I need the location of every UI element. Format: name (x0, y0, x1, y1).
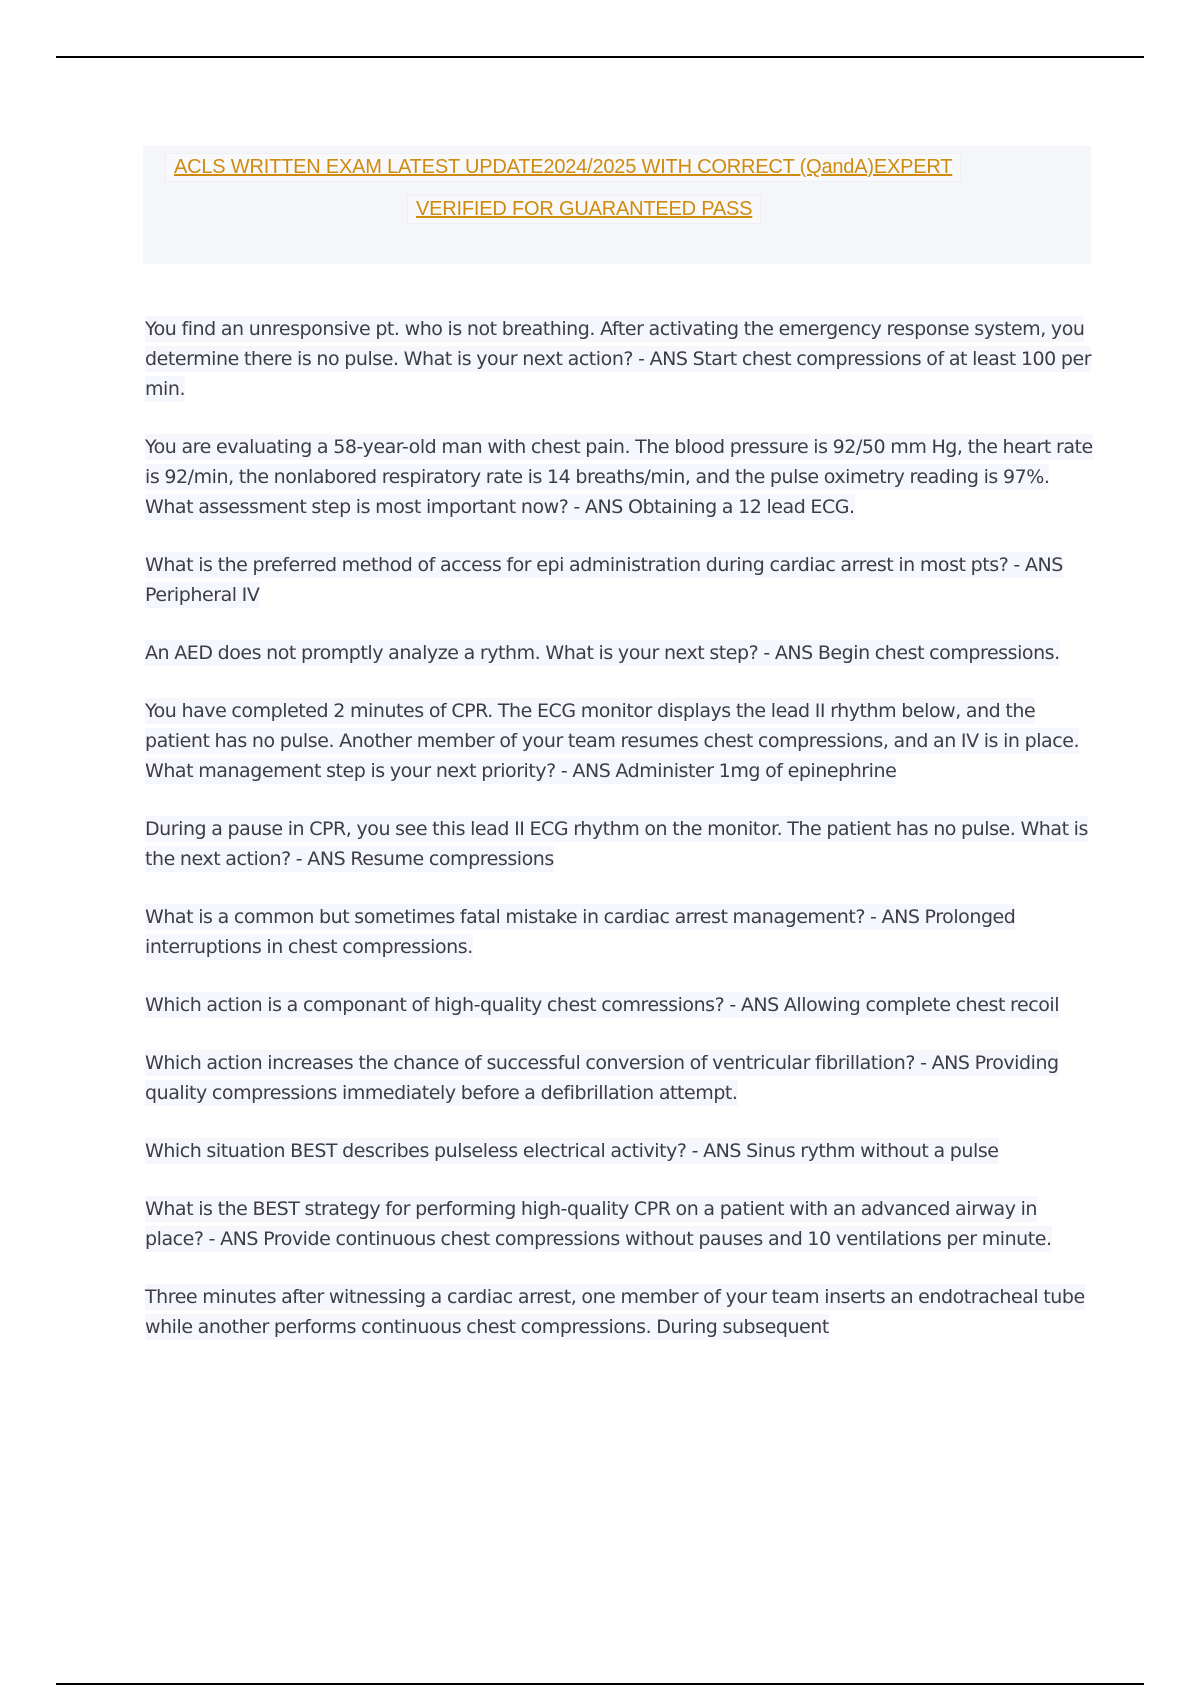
qa-item (145, 1194, 1095, 1254)
qa-item (145, 696, 1095, 786)
qa-item (145, 1136, 1095, 1166)
qa-item (145, 814, 1095, 874)
qa-text: Three minutes after witnessing a cardiac arrest, one member of your team inserts an endotracheal tube while another performs continuous chest compressions. During subsequent (145, 1286, 1085, 1338)
qa-item (145, 314, 1095, 404)
top-rule (56, 56, 1144, 58)
qa-item (145, 432, 1095, 522)
qa-item (145, 550, 1095, 610)
qa-item (145, 1282, 1095, 1342)
qa-item (145, 638, 1095, 668)
qa-item (145, 990, 1095, 1020)
qa-text: What is the preferred method of access for epi administration during cardiac arrest in most pts? - ANS Peripheral IV (145, 554, 1063, 606)
qa-text: Which situation BEST describes pulseless electrical activity? - ANS Sinus rythm without a pulse (145, 1140, 999, 1162)
qa-list (145, 314, 1095, 1370)
title-line-2[interactable]: VERIFIED FOR GUARANTEED PASS (407, 195, 761, 224)
qa-text: Which action increases the chance of successful conversion of ventricular fibrillation? - ANS Providing quality compressions immediately before a defibrillation attempt. (145, 1052, 1059, 1104)
bottom-rule (56, 1683, 1144, 1685)
qa-text: During a pause in CPR, you see this lead II ECG rhythm on the monitor. The patient has no pulse. What is the next action? - ANS Resume compressions (145, 818, 1088, 870)
qa-text: Which action is a componant of high-quality chest comressions? - ANS Allowing complete chest recoil (145, 994, 1060, 1016)
qa-text: What is a common but sometimes fatal mistake in cardiac arrest management? - ANS Prolonged interruptions in chest compressions. (145, 906, 1016, 958)
qa-item (145, 1048, 1095, 1108)
qa-item (145, 902, 1095, 962)
qa-text: An AED does not promptly analyze a rythm. What is your next step? - ANS Begin chest compressions. (145, 642, 1060, 664)
qa-text: You find an unresponsive pt. who is not breathing. After activating the emergency response system, you determine there is no pulse. What is your next action? - ANS Start chest compressions of at least 100 per min. (145, 318, 1092, 400)
qa-text: You have completed 2 minutes of CPR. The ECG monitor displays the lead II rhythm below, and the patient has no pulse. Another member of your team resumes chest compressions, and an IV is in place. What management step is your next priority? - ANS Administer 1mg of epinephrine (145, 700, 1080, 782)
qa-text: What is the BEST strategy for performing high-quality CPR on a patient with an advanced airway in place? - ANS Provide continuous chest compressions without pauses and 10 ventilations per minute. (145, 1198, 1052, 1250)
title-line-1[interactable]: ACLS WRITTEN EXAM LATEST UPDATE2024/2025 WITH CORRECT (QandA)EXPERT (165, 153, 961, 182)
qa-text: You are evaluating a 58-year-old man with chest pain. The blood pressure is 92/50 mm Hg, the heart rate is 92/min, the nonlabored respiratory rate is 14 breaths/min, and the pulse oximetry reading is 97%. What assessment step is most important now? - ANS Obtaining a 12 lead ECG. (145, 436, 1093, 518)
